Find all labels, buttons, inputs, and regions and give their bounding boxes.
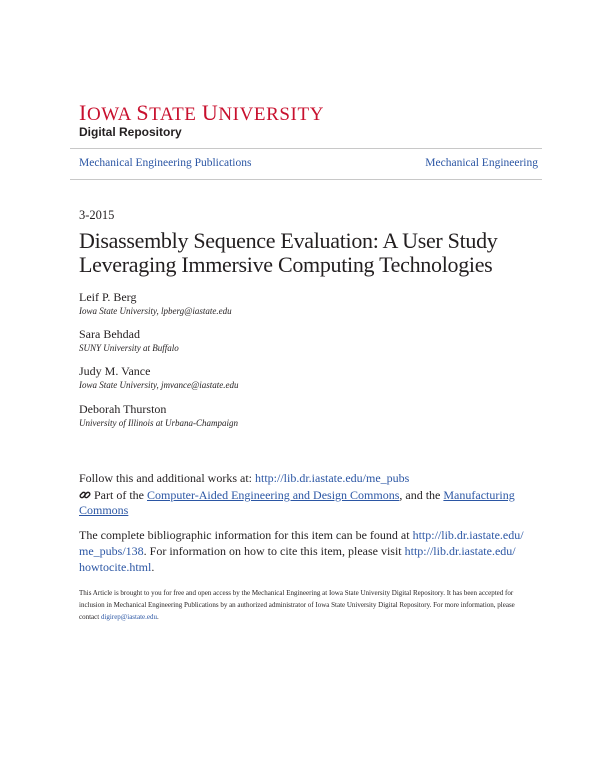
item-link[interactable]: http://lib.dr.iastate.edu/: [412, 528, 524, 542]
author-name: Deborah Thurston: [79, 402, 167, 416]
access-notice: This Article is brought to you for free and open access by the Mechanical Engineering at Iowa State University Digital Repository. It has been accepted for inclusion in Mechanical Engineering Publications by an authorized administrator of Iowa State University Digital Repository. For more information, please contact digirep@iastate.edu.: [79, 589, 515, 621]
author-block: [79, 327, 479, 354]
notice-text: This Article is brought to you for free and open access by the Mechanical Engineering at Iowa State University Digital Repository. It has been accepted for inclusion in Mechanical Engineering Publications by an authorized administrator of Iowa State University Digital Repository. For more information, please contact: [79, 589, 515, 621]
contact-email-link[interactable]: digirep@iastate.edu: [100, 613, 157, 621]
department-link[interactable]: Mechanical Engineering: [425, 157, 538, 169]
author-affiliation: University of Illinois at Urbana-Champaign: [79, 418, 238, 428]
howtocite-link-cont[interactable]: howtocite.html: [79, 560, 152, 574]
author-block: [79, 364, 479, 391]
follow-line: [79, 471, 409, 486]
bibliographic-info: [79, 527, 524, 575]
publication-date: 3-2015: [79, 208, 115, 222]
howtocite-link[interactable]: http://lib.dr.iastate.edu/: [404, 544, 516, 558]
manufacturing-commons-link[interactable]: Manufacturing: [443, 488, 515, 502]
university-logo[interactable]: [79, 100, 325, 139]
part-of-line1: [79, 488, 519, 503]
biblio-text2: . For information on how to cite this item, please visit: [143, 544, 405, 558]
manufacturing-commons-link-cont[interactable]: Commons: [79, 503, 129, 517]
part-of-commons: [79, 488, 519, 518]
biblio-line1: [79, 527, 524, 543]
logo-wordmark: IOWA STATE UNIVERSITY: [79, 100, 325, 125]
author-affiliation: Iowa State University, lpberg@iastate.edu: [79, 306, 232, 316]
author-block: [79, 290, 479, 317]
collection-navbar: [70, 148, 542, 180]
author-block: [79, 402, 479, 429]
cad-commons-link[interactable]: Computer-Aided Engineering and Design Commons: [147, 488, 400, 502]
biblio-line3: howtocite.html.: [79, 560, 155, 574]
part-of-middle: , and the: [399, 488, 444, 502]
author-name: Judy M. Vance: [79, 364, 151, 378]
biblio-line2: [79, 543, 524, 559]
biblio-text1: The complete bibliographic information for this item can be found at: [79, 528, 413, 542]
link-chain-icon: [79, 489, 91, 501]
part-of-line2: [79, 503, 519, 518]
logo-repository: Digital Repository: [79, 125, 182, 139]
follow-text: Follow this and additional works at:: [79, 471, 255, 485]
part-of-prefix: Part of the: [94, 488, 147, 502]
author-name: Sara Behdad: [79, 327, 140, 341]
article-title: Disassembly Sequence Evaluation: A User Study Leveraging Immersive Computing Technologies: [79, 228, 498, 277]
author-name: Leif P. Berg: [79, 290, 137, 304]
publications-link[interactable]: Mechanical Engineering Publications: [79, 157, 252, 169]
author-affiliation: SUNY University at Buffalo: [79, 343, 179, 353]
author-affiliation: Iowa State University, jmvance@iastate.edu: [79, 380, 239, 390]
me-pubs-link[interactable]: http://lib.dr.iastate.edu/me_pubs: [255, 471, 410, 485]
item-link-cont[interactable]: me_pubs/138: [79, 544, 144, 558]
